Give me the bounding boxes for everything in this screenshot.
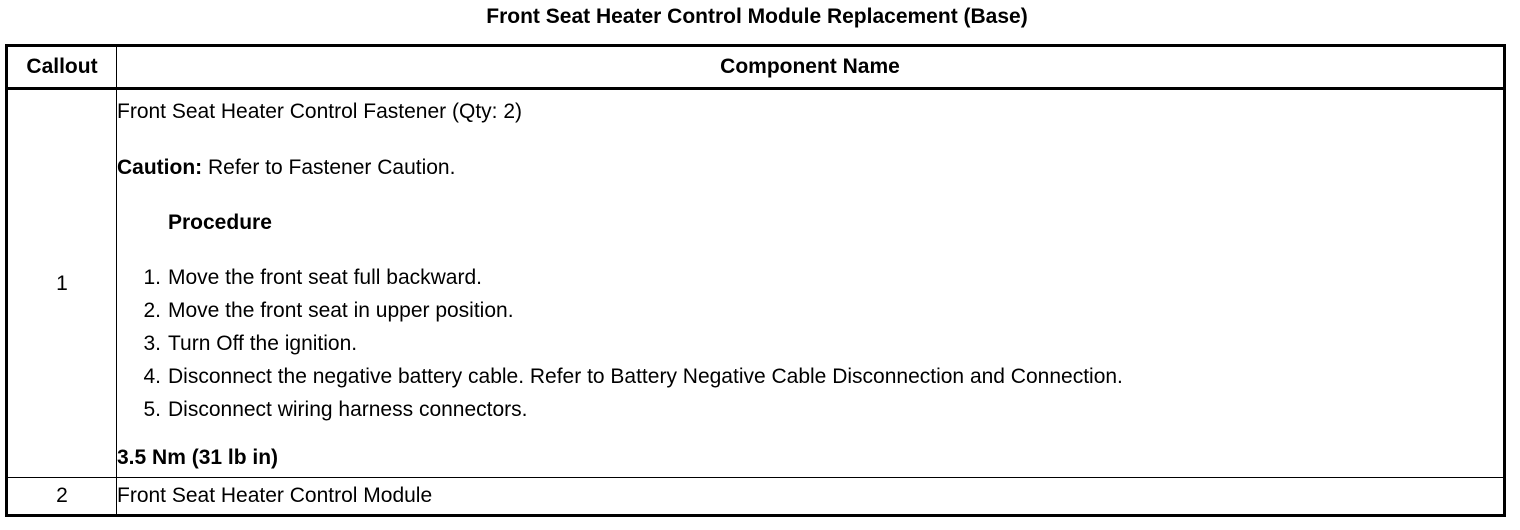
step-number: 1. [143, 266, 161, 289]
table-row [7, 89, 1505, 478]
table-row [7, 478, 1505, 516]
component-name: Front Seat Heater Control Fastener (Qty: 2) [117, 100, 522, 123]
component-cell [117, 89, 1505, 478]
callout-number: 2 [7, 478, 117, 516]
procedure-step [117, 331, 1503, 357]
component-name: Front Seat Heater Control Module [117, 478, 1505, 516]
step-number: 4. [143, 365, 161, 388]
step-text: Move the front seat full backward. [168, 266, 482, 289]
procedure-steps [117, 265, 1503, 423]
caution-note [117, 155, 1503, 181]
procedure-heading: Procedure [168, 211, 272, 234]
procedure-step [117, 397, 1503, 423]
component-name-column-header: Component Name [117, 46, 1505, 89]
callout-column-header: Callout [7, 46, 117, 89]
torque-spec: 3.5 Nm (31 lb in) [117, 446, 279, 469]
caution-label: Caution: [117, 156, 203, 179]
procedure-step [117, 265, 1503, 291]
step-number: 3. [143, 332, 161, 355]
step-text: Disconnect wiring harness connectors. [168, 398, 528, 421]
procedure-step [117, 364, 1503, 390]
callout-number: 1 [7, 89, 117, 478]
procedure-step [117, 298, 1503, 324]
component-table [5, 44, 1506, 517]
step-text: Move the front seat in upper position. [168, 299, 514, 322]
page-title: Front Seat Heater Control Module Replacement (Base) [486, 5, 1028, 28]
step-text: Turn Off the ignition. [168, 332, 358, 355]
table-header-row [7, 46, 1505, 89]
step-number: 5. [143, 398, 161, 421]
step-text: Disconnect the negative battery cable. Refer to Battery Negative Cable Disconnection and Connection. [168, 365, 1123, 388]
step-number: 2. [143, 299, 161, 322]
caution-text: Refer to Fastener Caution. [202, 156, 456, 179]
